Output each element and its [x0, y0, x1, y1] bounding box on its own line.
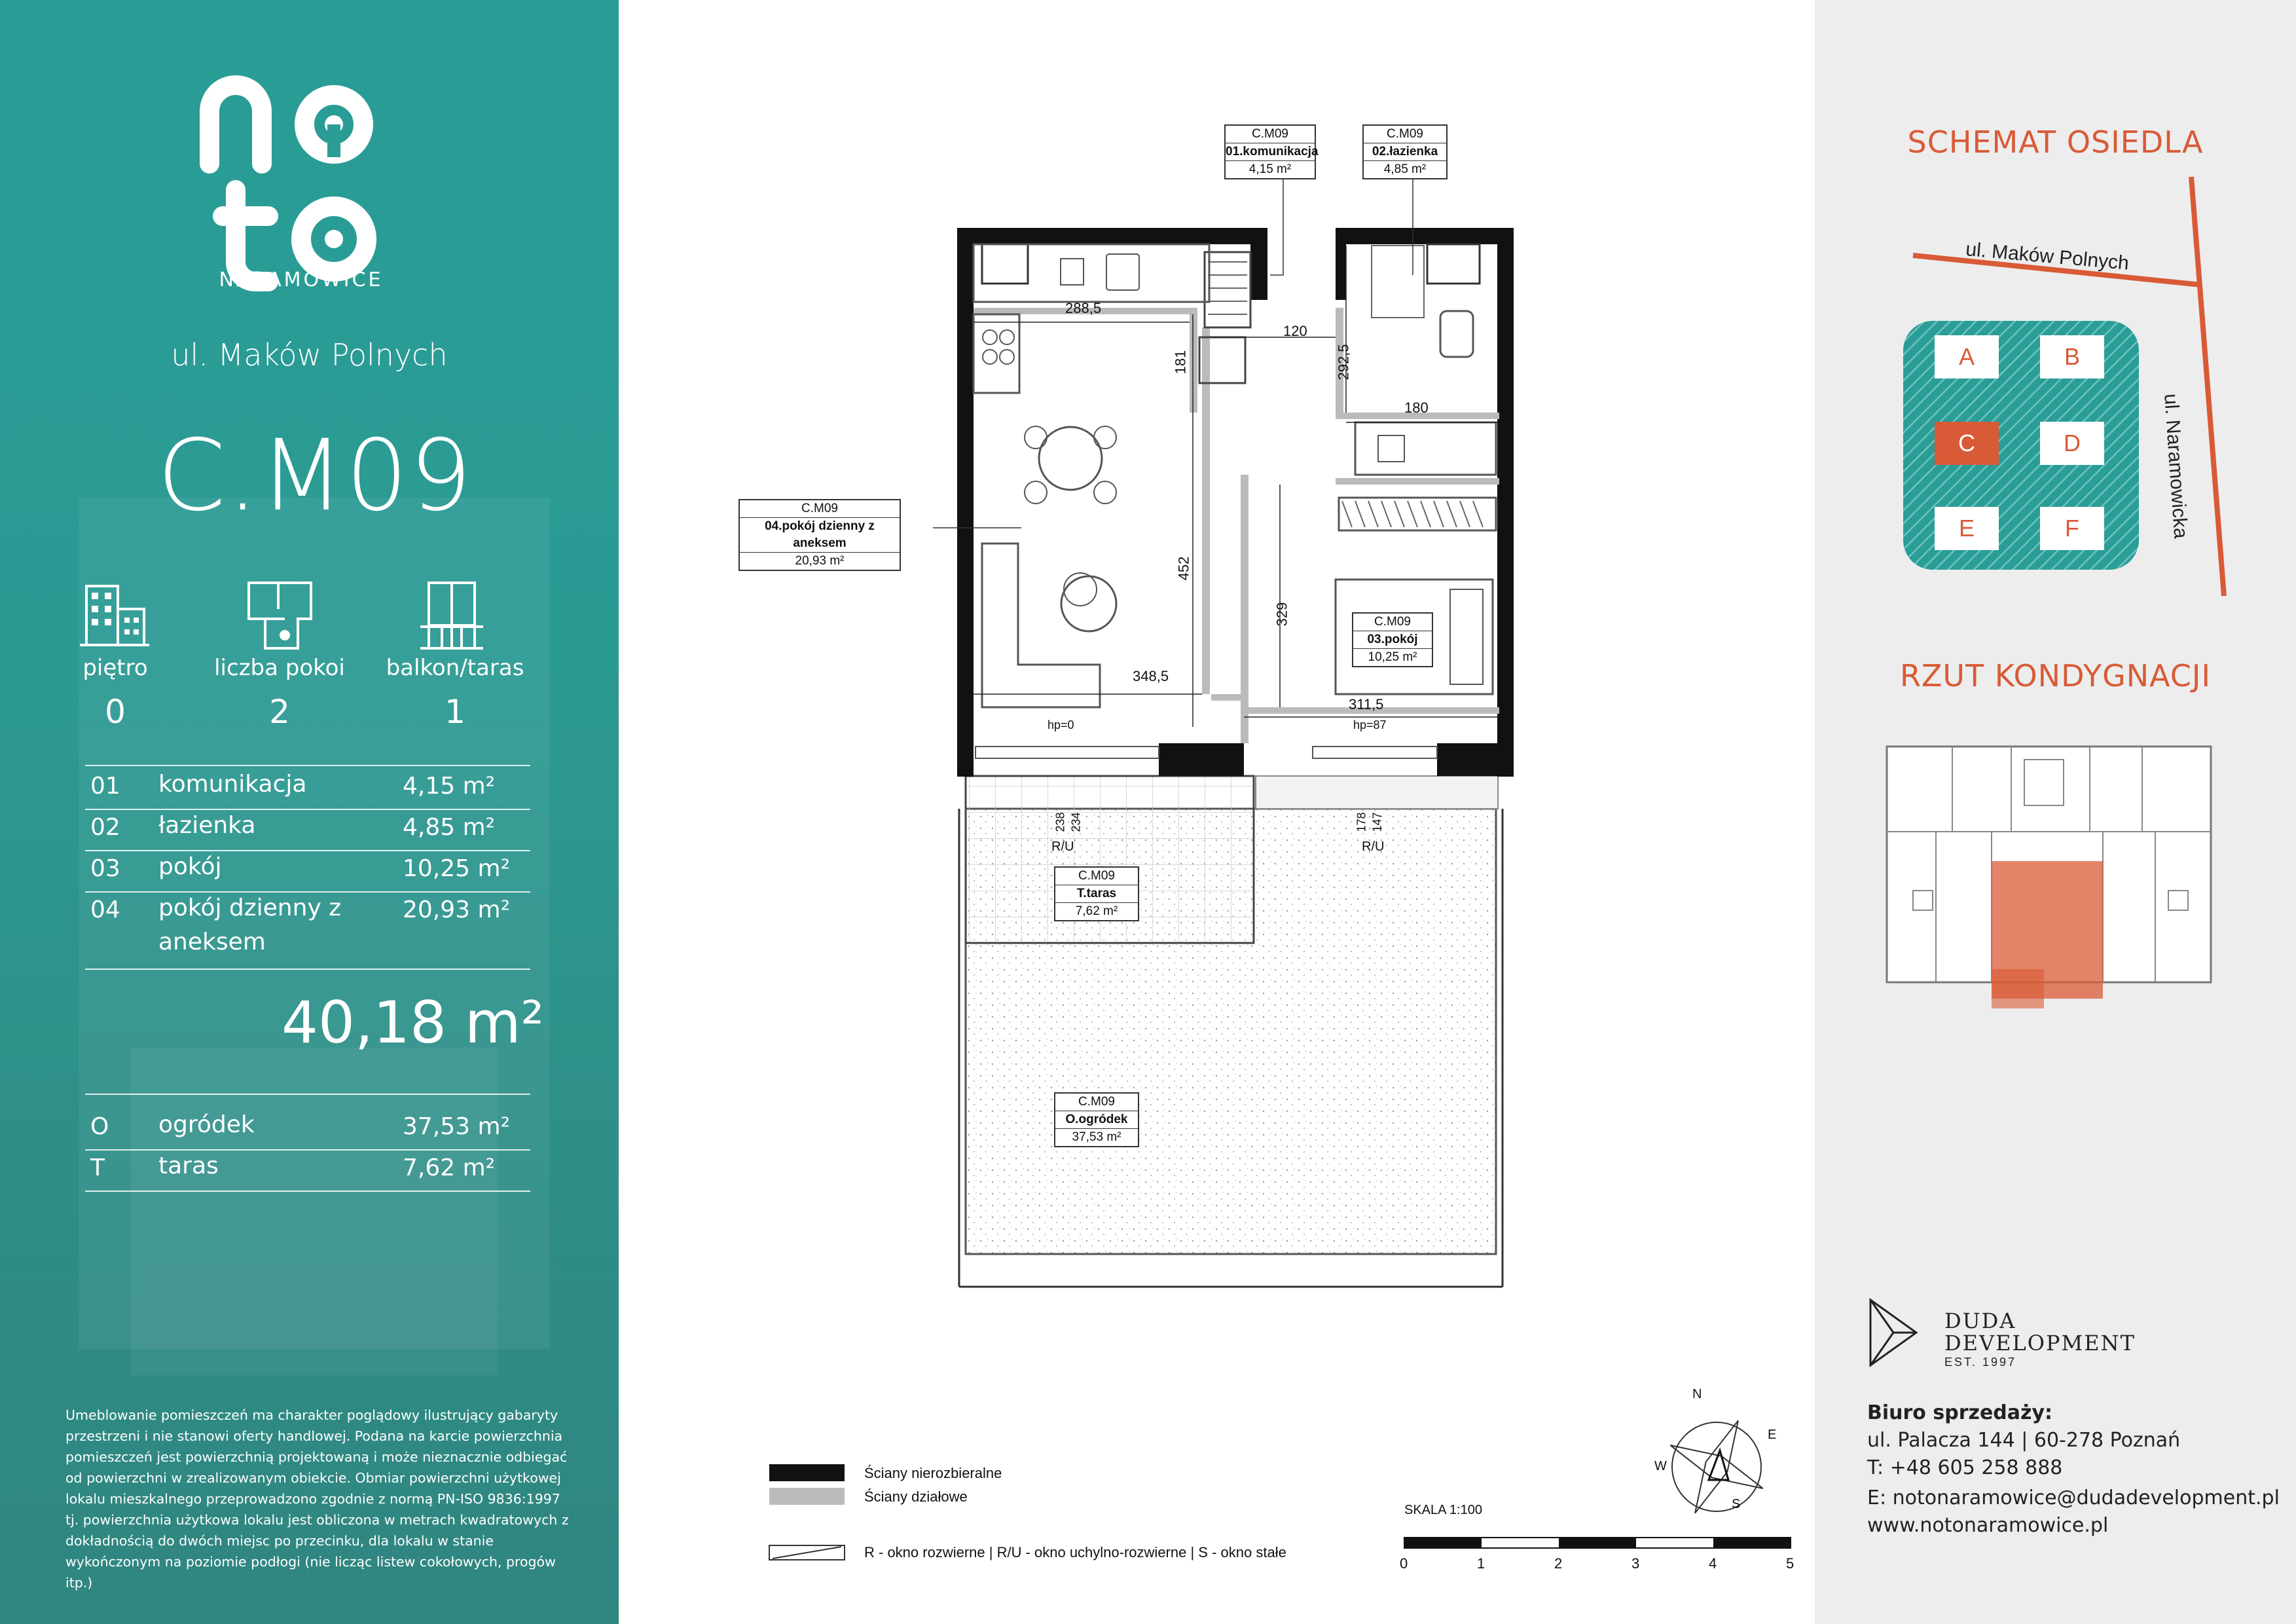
floor-plan-drawing: [619, 0, 1815, 1624]
room-area: 4,85 m²: [403, 814, 496, 841]
label-area: 37,53 m²: [1072, 1130, 1121, 1144]
dim-text: 238: [1053, 812, 1067, 832]
table-row: [85, 814, 530, 851]
room-area: 10,25 m²: [403, 855, 511, 882]
building-floor-thumbnail: [1815, 733, 2296, 1008]
label-ogrodek: [1054, 1092, 1139, 1147]
label-code: C.M09: [740, 500, 900, 518]
label-room-name: 01.komunikacja: [1226, 143, 1315, 161]
disclaimer-note: Umeblowanie pomieszczeń ma charakter poglądowy ilustrujący gabaryty przestrzeni i nie stanowi oferty handlowej. Podana na karcie powierzchnia pomieszczeń jest powierzchnią projektowaną i może nieznacznie odbiegać od powierzchni w zrealizowanym obiekcie. Obmiar powierzchni użytkowej lokalu mieszkalnego przeprowadzono zgodnie z normą PN-ISO 9836:1997 tj. powierzchnia użytkowa lokalu jest obliczona w metrach kwadratowych z dokładnością do dwóch miejsc po przecinku, dla lokalu w stanie wykończonym na poziomie podłogi (nie licząc listew cokołowych, progów itp.): [65, 1407, 569, 1591]
logo-subtitle: NARAMOWICE: [219, 268, 384, 291]
dining-table: [1039, 427, 1102, 490]
label-code: C.M09: [1364, 126, 1446, 143]
compass-n: N: [1692, 1387, 1702, 1401]
extra-area: 37,53 m²: [403, 1113, 511, 1140]
label-code: C.M09: [1226, 126, 1315, 143]
dim-text: 178: [1355, 812, 1368, 832]
office-phone[interactable]: T: +48 605 258 888: [1867, 1456, 2063, 1479]
stat-rooms-label: liczba pokoi: [214, 655, 345, 681]
building-B: B: [2040, 335, 2104, 378]
scale-tick: 3: [1631, 1555, 1640, 1572]
table-top-rule: [85, 765, 530, 766]
dim-text: 234: [1069, 812, 1083, 832]
table-row: [85, 773, 530, 810]
balcony-icon: [419, 580, 484, 652]
total-area: 40,18 m²: [282, 989, 544, 1056]
legend-partition-label: Ściany działowe: [864, 1488, 968, 1505]
label-room-name: 02.łazienka: [1364, 143, 1446, 161]
office-email-link[interactable]: E: notonaramowice@dudadevelopment.pl: [1867, 1486, 2280, 1509]
label-code: C.M09: [1353, 614, 1432, 631]
scale-tick: 4: [1709, 1555, 1717, 1572]
extra-letter: O: [90, 1113, 109, 1140]
duda-development-logo-icon: [1867, 1297, 1920, 1369]
extra-letter: T: [90, 1154, 105, 1181]
label-code: C.M09: [1055, 868, 1138, 885]
extras-top-rule: [85, 1094, 530, 1095]
legend-windows-label: R - okno rozwierne | R/U - okno uchylno-rozwierne | S - okno stałe: [864, 1544, 1286, 1560]
legend-structural-label: Ściany nierozbieralne: [864, 1465, 1002, 1481]
developer-name-2: DEVELOPMENT: [1944, 1331, 2136, 1356]
dim-text: hp=87: [1353, 718, 1387, 731]
table-row: [85, 1154, 530, 1192]
label-area: 10,25 m²: [1368, 650, 1417, 664]
floor-title: RZUT KONDYGNACJI: [1899, 658, 2212, 693]
label-area: 7,62 m²: [1075, 904, 1118, 918]
label-lazienka: [1362, 124, 1448, 179]
room-area: 20,93 m²: [403, 896, 511, 923]
legend-partition-swatch: [769, 1488, 845, 1505]
legend-structural-swatch: [769, 1464, 845, 1481]
floor-plan-area: [619, 0, 1815, 1624]
dim-text: 329: [1273, 602, 1290, 627]
dim-text: 452: [1175, 556, 1192, 581]
schema-title: SCHEMAT OSIEDLA: [1907, 124, 2204, 160]
background-photo-detail: [131, 1048, 498, 1375]
stat-floor-value: 0: [105, 693, 126, 731]
extra-name: ogródek: [158, 1111, 255, 1138]
street-label-1: ul. Maków Polnych: [1965, 238, 2130, 274]
compass-icon: [1666, 1416, 1768, 1519]
dim-text: R/U: [1362, 840, 1385, 854]
label-code: C.M09: [1055, 1094, 1138, 1111]
dim-text: 311,5: [1349, 696, 1384, 712]
label-area: 20,93 m²: [795, 554, 845, 568]
extra-area: 7,62 m²: [403, 1154, 496, 1181]
street-name: ul. Maków Polnych: [171, 337, 448, 373]
dim-text: R/U: [1051, 840, 1074, 854]
compass-e: E: [1768, 1428, 1777, 1442]
label-room-name: O.ogródek: [1055, 1111, 1138, 1129]
compass-w: W: [1654, 1459, 1667, 1473]
label-pokoj: [1352, 612, 1433, 667]
scale-tick: 0: [1400, 1555, 1408, 1572]
building-D: D: [2040, 422, 2104, 465]
dim-text: 120: [1283, 323, 1307, 339]
dim-text: 348,5: [1133, 668, 1169, 684]
partition-walls: [974, 308, 1499, 743]
street-line-naramowicka: [2191, 177, 2224, 596]
table-row: [85, 896, 530, 970]
dim-text: 288,5: [1065, 300, 1102, 316]
developer-est: EST. 1997: [1944, 1356, 2017, 1369]
stat-rooms-value: 2: [269, 693, 290, 731]
right-info-panel: [1815, 0, 2296, 1624]
table-row: [85, 855, 530, 893]
building-icon: [79, 580, 151, 652]
dim-text: 180: [1404, 399, 1429, 416]
stat-balcony-value: 1: [445, 693, 465, 731]
office-website-link[interactable]: www.notonaramowice.pl: [1867, 1514, 2109, 1537]
label-pokoj-dzienny: [738, 499, 901, 571]
office-address: ul. Palacza 144 | 60-278 Poznań: [1867, 1429, 2181, 1452]
building-F: F: [2040, 507, 2104, 550]
table-row: [85, 1113, 530, 1151]
room-name: komunikacja: [158, 771, 307, 798]
extra-name: taras: [158, 1153, 219, 1179]
stat-balcony-label: balkon/taras: [386, 655, 524, 681]
stat-floor-label: piętro: [82, 655, 148, 681]
street-label-2: ul. Naramowicka: [2160, 393, 2192, 540]
room-name: pokój: [158, 853, 222, 880]
label-taras: [1054, 866, 1139, 921]
left-info-panel: [0, 0, 619, 1624]
scale-bar: [1404, 1538, 1791, 1548]
scale-tick: 2: [1554, 1555, 1563, 1572]
office-title: Biuro sprzedaży:: [1867, 1401, 2053, 1424]
dim-text: hp=0: [1048, 718, 1074, 731]
label-room-name: 04.pokój dzienny z aneksem: [740, 518, 900, 553]
dim-text: 292,5: [1335, 344, 1352, 380]
label-area: 4,15 m²: [1248, 162, 1292, 176]
room-name: pokój dzienny z aneksem: [158, 895, 342, 955]
room-number: 03: [90, 855, 120, 882]
label-room-name: 03.pokój: [1353, 631, 1432, 649]
room-number: 04: [90, 896, 120, 923]
developer-name-1: DUDA: [1944, 1308, 2016, 1333]
sofa: [982, 544, 1100, 707]
label-room-name: T.taras: [1055, 885, 1138, 903]
building-A: A: [1935, 335, 1999, 378]
floorplan-icon: [246, 580, 314, 652]
noto-logo-icon: [196, 72, 406, 295]
room-number: 02: [90, 814, 120, 841]
noto-logo: [196, 72, 406, 295]
dim-text: 147: [1370, 812, 1384, 832]
label-area: 4,85 m²: [1383, 162, 1427, 176]
room-name: łazienka: [158, 812, 256, 839]
room-number: 01: [90, 773, 120, 800]
compass-s: S: [1732, 1497, 1741, 1511]
estate-schema-map: [1815, 157, 2296, 681]
scale-tick: 5: [1786, 1555, 1795, 1572]
room-area: 4,15 m²: [403, 773, 496, 800]
building-C: C: [1935, 422, 1999, 465]
building-E: E: [1935, 507, 1999, 550]
apartment-code: C.M09: [157, 419, 473, 533]
dim-text: 181: [1172, 350, 1189, 375]
label-komunikacja: [1224, 124, 1319, 179]
scale-label: SKALA 1:100: [1404, 1503, 1482, 1517]
scale-tick: 1: [1477, 1555, 1485, 1572]
